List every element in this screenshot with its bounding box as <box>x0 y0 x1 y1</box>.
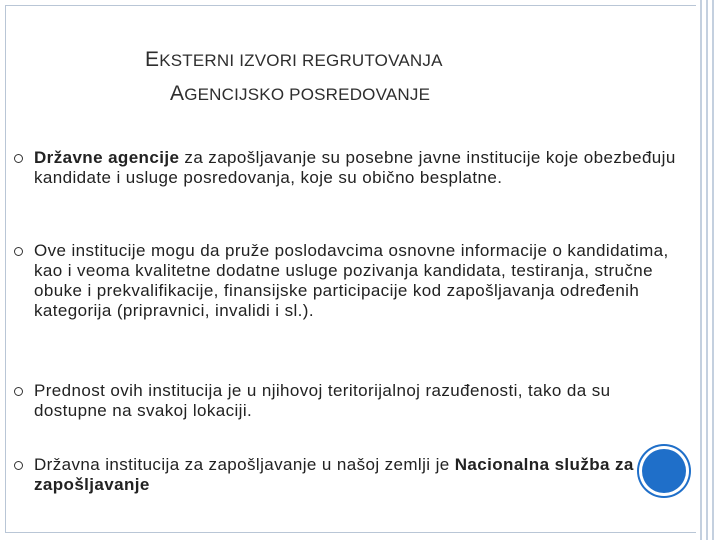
slide-right-decoration <box>696 0 720 540</box>
bullet-1-text: za zapošljavanje su posebne javne institucije koje obezbeđuju kandidate i usluge posredovanja, koje su obično besplatne. <box>34 148 676 187</box>
bullet-4-bold: Nacionalna služba za zapošljavanje <box>34 455 634 494</box>
title-line-2-initial: A <box>170 82 185 105</box>
bullet-4-text: Državna institucija za zapošljavanje u našoj zemlji je <box>34 455 455 474</box>
title-line-1-initial: E <box>145 48 160 71</box>
bullet-text-1 <box>34 148 688 188</box>
bullet-text-3: Prednost ovih institucija je u njihovoj teritorijalnoj razuđenosti, tako da su dostupne na svakoj lokaciji. <box>34 381 611 420</box>
title-line-1 <box>145 48 443 72</box>
title-line-1-text: KSTERNI IZVORI REGRUTOVANJA <box>159 51 443 70</box>
bullet-circle-icon <box>14 154 23 163</box>
bullet-text-4 <box>34 455 688 495</box>
bullet-circle-icon <box>14 461 23 470</box>
decor-line <box>700 0 702 540</box>
title-line-2-text: GENCIJSKO POSREDOVANJE <box>184 85 431 104</box>
bullet-1-bold: Državne agencije <box>34 148 180 167</box>
bullet-item-4 <box>14 455 688 495</box>
bullet-text-2: Ove institucije mogu da pruže poslodavcima osnovne informacije o kandidatima, kao i veoma kvalitetne dodatne usluge pozivanja kandidata, testiranja, stručne obuke i prekvalifikacije, finansijske participacije kod zapošljavanja određenih kategorija (pripravnici, invalidi i sl.). <box>34 241 669 320</box>
bullet-circle-icon <box>14 247 23 256</box>
title-line-2 <box>170 82 430 106</box>
decor-line <box>706 0 708 540</box>
bullet-circle-icon <box>14 387 23 396</box>
decor-line <box>712 0 714 540</box>
